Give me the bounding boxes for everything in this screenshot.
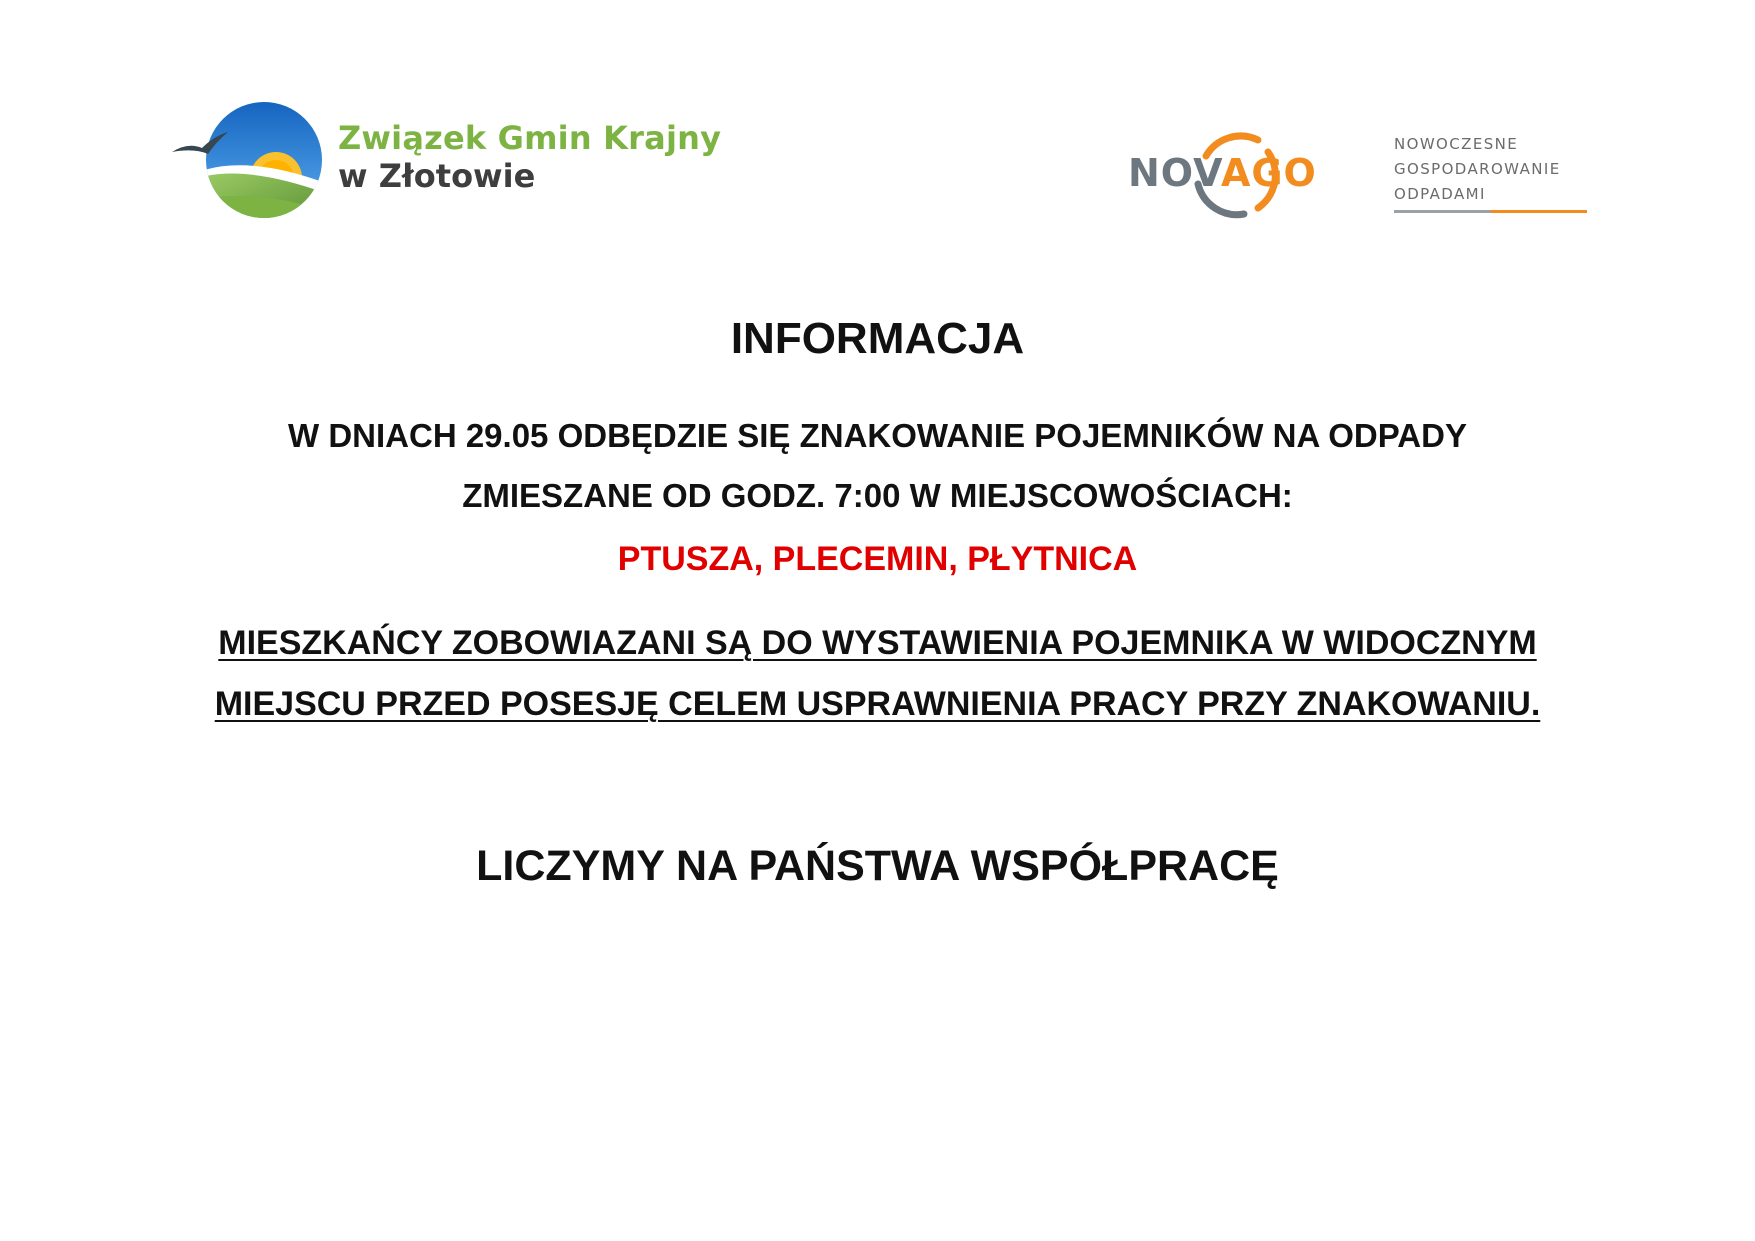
notice-heading: INFORMACJA xyxy=(730,314,1025,363)
tagline-line1: NOWOCZESNE xyxy=(1394,135,1519,153)
novago-logo xyxy=(1128,118,1598,238)
obligation-line2: MIEJSCU PRZED POSESJĘ CELEM USPRAWNIENIA PRACY PRZY ZNAKOWANIU. xyxy=(214,685,1541,723)
association-logo xyxy=(168,96,728,236)
notice-places: PTUSZA, PLECEMIN, PŁYTNICA xyxy=(617,540,1138,578)
novago-wordmark xyxy=(1128,151,1317,195)
wordmark-part-go: GO xyxy=(1251,151,1317,195)
wordmark-part-no: NO xyxy=(1128,151,1194,195)
association-name-line1: Związek Gmin Krajny xyxy=(338,119,722,157)
tagline-line2: GOSPODAROWANIE xyxy=(1394,160,1561,178)
obligation-line1: MIESZKAŃCY ZOBOWIAZANI SĄ DO WYSTAWIENIA POJEMNIKA W WIDOCZNYM xyxy=(218,624,1537,662)
novago-tagline xyxy=(1394,132,1561,207)
wordmark-part-a: A xyxy=(1220,151,1252,195)
tagline-divider xyxy=(1394,210,1587,213)
announcement-line2: ZMIESZANE OD GODZ. 7:00 W MIEJSCOWOŚCIACH: xyxy=(462,477,1293,514)
notice-obligation xyxy=(0,613,1755,735)
notice-announcement xyxy=(0,406,1755,526)
association-name-line2: w Złotowie xyxy=(338,156,536,195)
wordmark-part-v: V xyxy=(1193,151,1221,195)
announcement-line1: W DNIACH 29.05 ODBĘDZIE SIĘ ZNAKOWANIE POJEMNIKÓW NA ODPADY xyxy=(288,417,1467,454)
tagline-line3: ODPADAMI xyxy=(1394,185,1486,203)
association-name xyxy=(338,120,721,196)
notice-closing: LICZYMY NA PAŃSTWA WSPÓŁPRACĘ xyxy=(476,842,1279,890)
sunrise-hills-bird-icon xyxy=(168,102,328,232)
